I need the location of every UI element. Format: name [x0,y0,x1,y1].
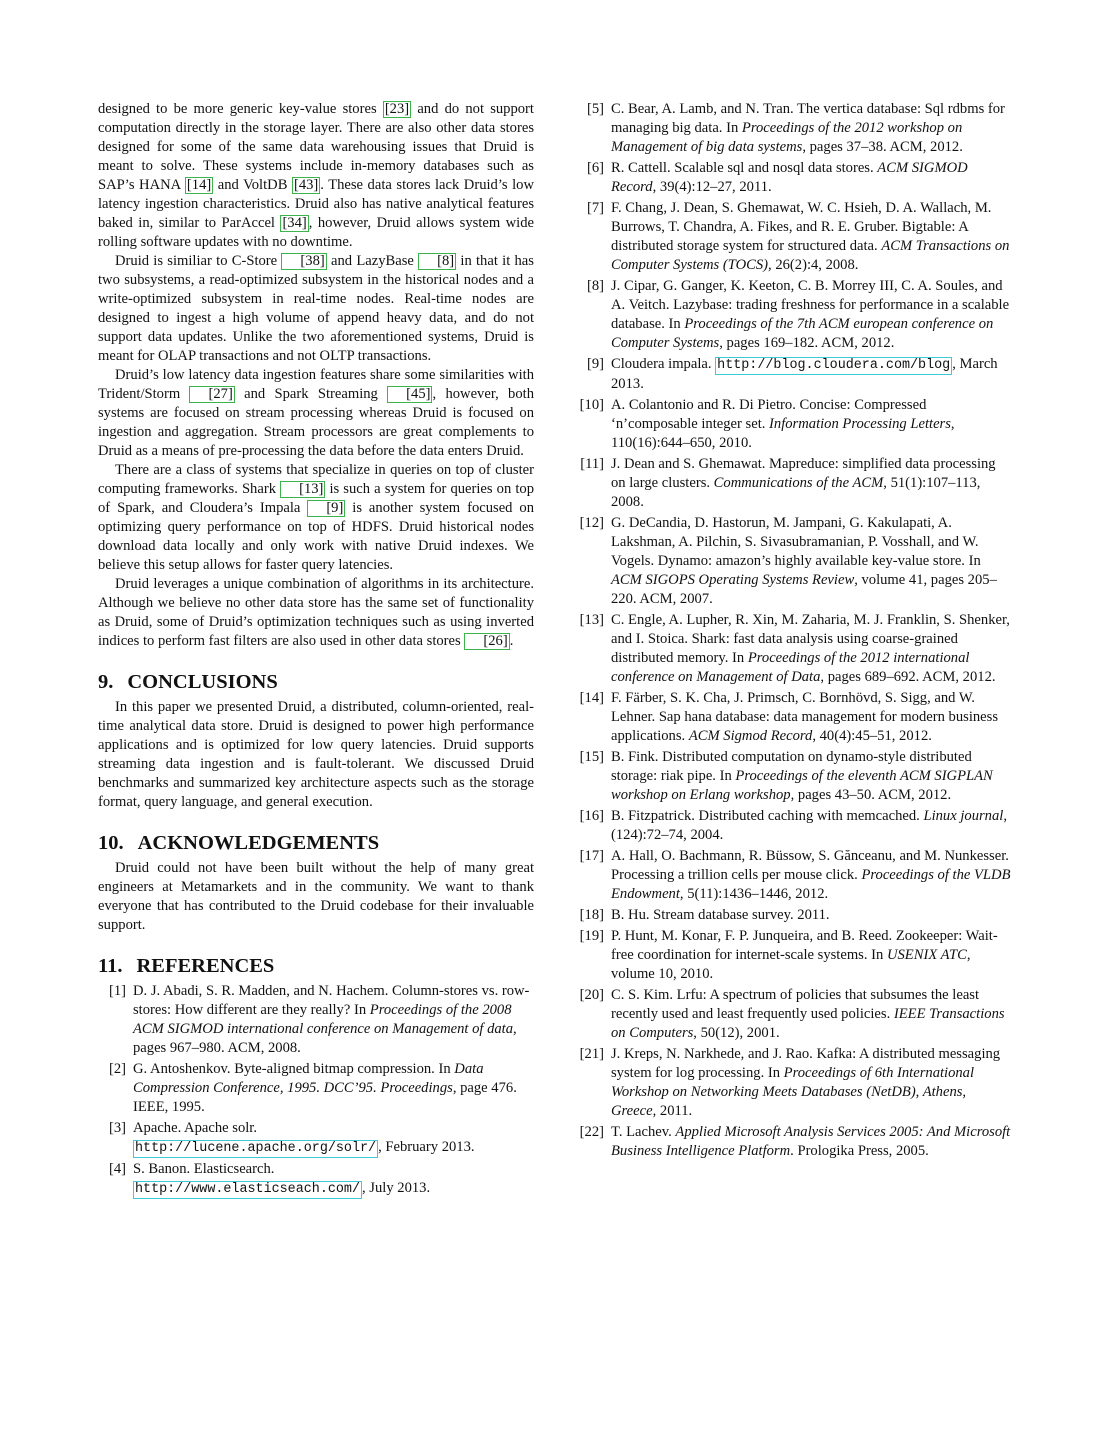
citation-link[interactable]: [8] [418,253,456,270]
reference-entry: [21] J. Kreps, N. Narkhede, and J. Rao. Kafka: A distributed messaging system for log processing. In Proceedings of 6th International Workshop on Networking Meets Databases (NetDB), Athens, Greece, 2011. [579,1046,1001,1119]
citation-link[interactable]: [27] [189,386,234,403]
reference-entry: [17] A. Hall, O. Bachmann, R. Büssow, S. Gănceanu, and M. Nunkesser. Processing a trillion cells per mouse click. Proceedings of the VLDB Endowment, 5(11):1436–1446, 2012. [579,848,1011,902]
citation-link[interactable]: [38] [281,253,326,270]
section-heading-references: 11. REFERENCES [98,955,275,977]
citation-link[interactable]: [13] [280,481,325,498]
conclusions-paragraph: In this paper we presented Druid, a distributed, column-oriented, real-time analytical data store. Druid is designed to power high performance applications and is optimized for low query latencies. Druid supports streaming data ingestion and is fault-tolerant. We discussed Druid benchmarks and summarized key architecture aspects such as the storage format, query language, and general execution. [98,699,534,810]
reference-entry: [5] C. Bear, A. Lamb, and N. Tran. The vertica database: Sql rdbms for managing big data. In Proceedings of the 2012 workshop on Management of big data systems, pages 37–38. ACM, 2012. [586,101,1005,155]
reference-url-link[interactable]: http://lucene.apache.org/solr/ [135,1141,377,1156]
reference-entry: [13] C. Engle, A. Lupher, R. Xin, M. Zaharia, M. J. Franklin, S. Shenker, and I. Stoica. Shark: fast data analysis using coarse-grained distributed memory. In Proceedings of the 2012 international conference on Management of Data, pages 689–692. ACM, 2012. [579,612,1010,685]
reference-entry: [16] B. Fitzpatrick. Distributed caching with memcached. Linux journal, (124):72–74, 2004. [579,808,1007,843]
citation-link[interactable]: [45] [387,386,432,403]
citation-link[interactable]: [26] [464,633,509,650]
related-work-paragraph-5: Druid leverages a unique combination of algorithms in its architecture. Although we believe no other data store has the same set of functionality as Druid, some of Druid’s optimization techniques such as using inverted indices to perform fast filters are also used in other data stores [26] . [98,576,534,649]
section-heading-conclusions: 9. CONCLUSIONS [98,671,278,693]
reference-entry: [2] G. Antoshenkov. Byte-aligned bitmap compression. In Data Compression Conference, 1995. DCC’95. Proceedings, page 476. IEEE, 1995. [108,1061,517,1115]
reference-entry: [20] C. S. Kim. Lrfu: A spectrum of policies that subsumes the least recently used and least frequently used policies. IEEE Transactions on Computers, 50(12), 2001. [579,987,1005,1041]
reference-entry: [7] F. Chang, J. Dean, S. Ghemawat, W. C. Hsieh, D. A. Wallach, M. Burrows, T. Chandra, A. Fikes, and R. E. Gruber. Bigtable: A distributed storage system for structured data. ACM Transactions on Computer Systems (TOCS), 26(2):4, 2008. [586,200,1010,273]
related-work-paragraph-3: Druid’s low latency data ingestion features share some similarities with Trident/Storm [27] and Spark Streaming [45] , however, both systems are focused on stream processing whereas Druid is focused on ingestion and aggregation. Stream processors are great complements to Druid as a means of pre-processing the data before the data enters Druid. [98,367,535,459]
reference-entry: [8] J. Cipar, G. Ganger, K. Keeton, C. B. Morrey III, C. A. Soules, and A. Veitch. Lazybase: trading freshness for performance in a scalable database. In Proceedings of the 7th ACM european conference on Computer Systems, pages 169–182. ACM, 2012. [586,278,1010,351]
reference-entry: [3] Apache. Apache solr. http://lucene.apache.org/solr/ , February 2013. [108,1120,475,1156]
citation-link[interactable]: [34] [282,215,307,231]
acknowledgements-paragraph: Druid could not have been built without the help of many great engineers at Metamarkets and in the community. We want to thank everyone that has contributed to the Druid codebase for their invaluable support. [98,860,534,933]
citation-link[interactable]: [9] [307,500,345,517]
reference-entry: [11] J. Dean and S. Ghemawat. Mapreduce: simplified data processing on large clusters. Communications of the ACM, 51(1):107–113, 2008. [580,456,996,510]
reference-entry: [4] S. Banon. Elasticsearch. http://www.elasticseach.com/ , July 2013. [108,1161,431,1197]
related-work-paragraph-1: designed to be more generic key-value stores [23] and do not support computation directly in the storage layer. There are also other data stores designed for some of the same data warehousing issues that Druid is meant to solve. These systems include in-memory databases such as SAP’s HANA [14] and VoltDB [43] . These data stores lack Druid’s low latency ingestion characteristics. Druid also has native analytical features baked in, similar to ParAccel [34] , however, Druid allows system wide rolling software updates with no downtime. [98,101,534,250]
reference-entry: [19] P. Hunt, M. Konar, F. P. Junqueira, and B. Reed. Zookeeper: Wait-free coordination for internet-scale systems. In USENIX ATC, volume 10, 2010. [579,928,998,982]
reference-entry: [22] T. Lachev. Applied Microsoft Analysis Services 2005: And Microsoft Business Intelligence Platform. Prologika Press, 2005. [579,1124,1011,1159]
citation-link[interactable]: [14] [186,177,212,193]
reference-entry: [6] R. Cattell. Scalable sql and nosql data stores. ACM SIGMOD Record, 39(4):12–27, 2011. [586,160,968,195]
reference-entry: [15] B. Fink. Distributed computation on dynamo-style distributed storage: riak pipe. In Proceedings of the eleventh ACM SIGPLAN workshop on Erlang workshop, pages 43–50. ACM, 2012. [579,749,993,803]
section-heading-acknowledgements: 10. ACKNOWLEDGEMENTS [98,832,380,854]
right-column [576,100,1012,1163]
citation-link[interactable]: [23] [384,101,410,117]
reference-entry: [18] B. Hu. Stream database survey. 2011. [579,907,830,923]
related-work-paragraph-2: Druid is similiar to C-Store [38] and LazyBase [8] in that it has two subsystems, a read-optimized subsystem in the historical nodes and a write-optimized subsystem in real-time nodes. Real-time nodes are designed to ingest a high volume of append heavy data, and do not support data updates. Unlike the two aforementioned systems, Druid is meant for OLAP transactions and not OLTP transactions. [98,253,534,364]
reference-entry: [14] F. Färber, S. K. Cha, J. Primsch, C. Bornhövd, S. Sigg, and W. Lehner. Sap hana database: data management for modern business applications. ACM Sigmod Record, 40(4):45–51, 2012. [579,690,999,744]
reference-url-link[interactable]: http://blog.cloudera.com/blog [717,358,951,373]
reference-entry: [10] A. Colantonio and R. Di Pietro. Concise: Compressed ‘n’composable integer set. Information Processing Letters, 110(16):644–650, 2010. [579,397,955,451]
reference-entry: [9] Cloudera impala. http://blog.cloudera.com/blog , March 2013. [586,356,998,392]
reference-url-link[interactable]: http://www.elasticseach.com/ [135,1182,360,1197]
reference-entry: [12] G. DeCandia, D. Hastorun, M. Jampani, G. Kakulapati, A. Lakshman, A. Pilchin, S. Sivasubramanian, P. Vosshall, and W. Vogels. Dynamo: amazon’s highly available key-value store. In ACM SIGOPS Operating Systems Review, volume 41, pages 205–220. ACM, 2007. [579,515,997,607]
reference-entry: [1] D. J. Abadi, S. R. Madden, and N. Hachem. Column-stores vs. row-stores: How different are they really? In Proceedings of the 2008 ACM SIGMOD international conference on Management of data, pages 967–980. ACM, 2008. [108,983,530,1056]
left-column [98,100,534,1201]
related-work-paragraph-4: There are a class of systems that specialize in queries on top of cluster computing frameworks. Shark [13] is such a system for queries on top of Spark, and Cloudera’s Impala [9] is another system focused on optimizing query performance on top of HDFS. Druid historical nodes download data locally and only work with native Druid indexes. We believe this setup allows for faster query latencies. [98,462,534,573]
citation-link[interactable]: [43] [293,177,319,193]
